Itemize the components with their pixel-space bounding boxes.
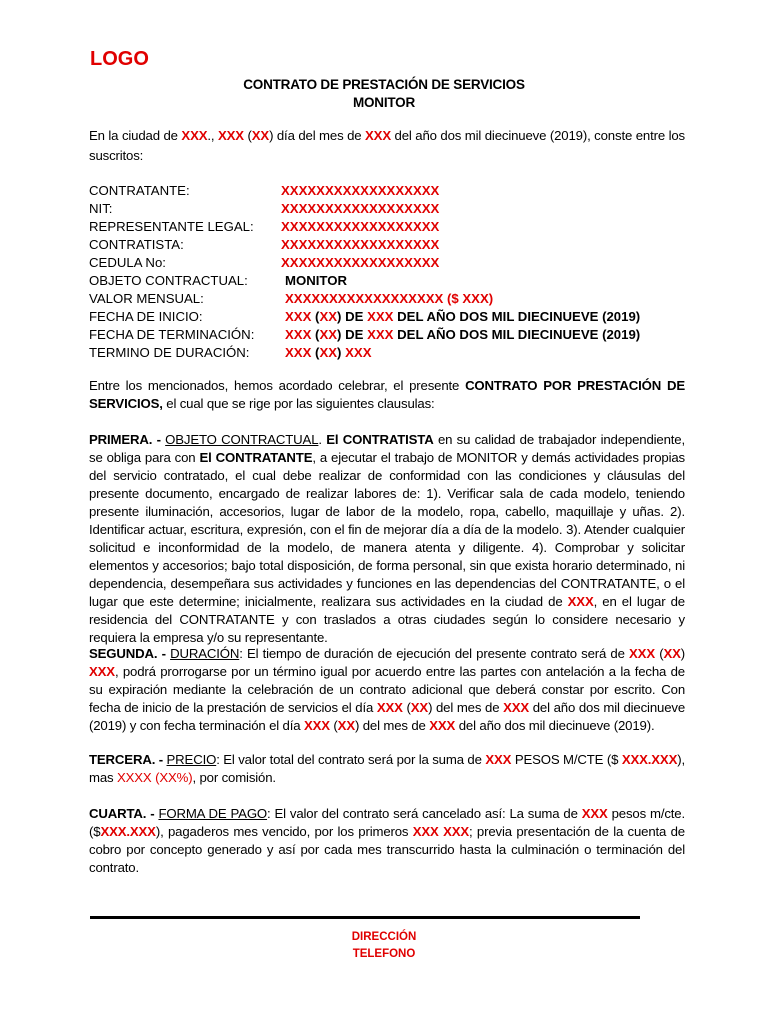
placeholder: XXX [629, 646, 655, 661]
placeholder: XX [337, 718, 355, 733]
party-name: El CONTRATANTE [199, 450, 313, 465]
placeholder-city: XXX [181, 128, 208, 143]
clause-primera [89, 431, 685, 647]
placeholder: XXX [303, 718, 330, 733]
field-text: ( [311, 309, 320, 324]
intro-text: ( [243, 128, 252, 143]
placeholder: XXX [285, 345, 312, 360]
placeholder: XXX.XXX [621, 752, 678, 767]
field-row-duracion [89, 344, 689, 362]
intro-text: ) día del mes de [269, 128, 366, 143]
clause-text: : El tiempo de duración de ejecución del presente contrato será de [239, 646, 630, 661]
clause-text: ( [329, 718, 338, 733]
field-value: XXXXXXXXXXXXXXXXXX [281, 255, 440, 270]
clause-text: , a ejecutar el trabajo de MONITOR y demás actividades propias del servicio contratado, el cual debe realizar de conformidad con las condiciones y cláusulas del presente documento, encargado de realizar labores de: 1). Verificar sala de cada modelo, teniendo presente iluminación, accesorios, lugar de labor de la modelo, ropa, cabello, maquillaje y uñas. 2). Identificar actuar, escritura, expresión, con el fin de mejorar día a día de la modelo. 3). Atender cualquier solicitud e inconformidad de la modelo, de manera atenta y diligente. 4). Comprobar y solicitar elementos y accesorios; bajo total disposición, de forma personal, sin que exista horario determinado, ni dependencia, desempeñara sus actividades y funciones en las dependencias del CONTRATANTE, o el lugar que este determine; inicialmente, realizara sus actividades en la ciudad de [89, 450, 685, 609]
field-value: XXXXXXXXXXXXXXXXXX [281, 237, 440, 252]
placeholder: XXX [581, 806, 608, 821]
field-row-fecha-inicio [89, 308, 689, 326]
clause-subject: OBJETO CONTRACTUAL [165, 432, 319, 447]
field-label: VALOR MENSUAL: [89, 291, 204, 306]
field-text: ) [337, 345, 346, 360]
field-value: XXXXXXXXXXXXXXXXXX [281, 183, 440, 198]
placeholder: XXX [376, 700, 403, 715]
clause-text: ( [654, 646, 664, 661]
field-label: FECHA DE TERMINACIÓN: [89, 327, 255, 342]
placeholder: XXX.XXX [100, 824, 156, 839]
field-label: CONTRATANTE: [89, 183, 190, 198]
placeholder: XXX XXX [412, 824, 470, 839]
clause-text: del año dos mil diecinueve (2019) y con fecha terminación el día [89, 700, 686, 733]
clause-text: PESOS M/CTE ($ [511, 752, 622, 767]
field-text: ( [311, 327, 320, 342]
placeholder-commission: XXXX (XX%) [116, 770, 193, 785]
field-value: XXXXXXXXXXXXXXXXXX [281, 201, 440, 216]
placeholder-day-number: XX [251, 128, 270, 143]
placeholder: XXX [345, 345, 372, 360]
intro-text: En la ciudad de [89, 128, 182, 143]
paragraph-text: Entre los mencionados, hemos acordado celebrar, el presente [89, 378, 466, 393]
field-text: ( [311, 345, 320, 360]
clause-text: : El valor total del contrato será por la suma de [216, 752, 486, 767]
clause-subject: DURACIÓN [170, 646, 240, 661]
clause-text: ( [402, 700, 411, 715]
clause-text: ) del mes de [354, 718, 430, 733]
intro-text: del año dos mil diecinueve (2019), conste entre los suscritos: [89, 128, 685, 163]
clause-text: ), pagaderos mes vencido, por los primeros [155, 824, 413, 839]
field-value: XXXXXXXXXXXXXXXXXX ($ XXX) [285, 291, 494, 306]
field-row-representante [89, 218, 689, 236]
field-text: ) DE [337, 327, 368, 342]
contract-type: CONTRATO POR PRESTACIÓN DE SERVICIOS, [89, 378, 685, 411]
party-name: El CONTRATISTA [326, 432, 434, 447]
field-row-valor [89, 290, 689, 308]
placeholder: XXX [367, 327, 394, 342]
footer-phone: TELEFONO [352, 948, 416, 960]
field-value [285, 326, 640, 344]
field-text: DEL AÑO DOS MIL DIECINUEVE (2019) [393, 327, 641, 342]
parties-agreement-paragraph [89, 377, 685, 413]
clause-heading: SEGUNDA. - [89, 646, 171, 661]
clause-text: ; previa presentación de la cuenta de cobro por concepto generado y así por cada mes transcurrido hasta la culminación o terminación del contrato. [89, 824, 685, 875]
field-text: ) DE [337, 309, 368, 324]
placeholder: XXX [89, 664, 115, 679]
clause-subject: PRECIO [166, 752, 217, 767]
field-label: CONTRATISTA: [89, 237, 184, 252]
field-value: XXXXXXXXXXXXXXXXXX [281, 219, 440, 234]
field-label: CEDULA No: [89, 255, 166, 270]
field-row-contratante [89, 182, 689, 200]
placeholder: XX [663, 646, 681, 661]
placeholder: XX [319, 327, 338, 342]
placeholder: XXX [503, 700, 530, 715]
placeholder: XX [319, 309, 338, 324]
placeholder: XXX [485, 752, 512, 767]
placeholder: XXX [285, 327, 312, 342]
clause-heading: CUARTA. - [89, 806, 159, 821]
clause-tercera [89, 751, 685, 787]
clause-text: , por comisión. [192, 770, 276, 785]
placeholder: XXX [429, 718, 456, 733]
clause-text: : El valor del contrato será cancelado así: La suma de [267, 806, 582, 821]
field-label: OBJETO CONTRACTUAL: [89, 273, 248, 288]
clause-cuarta [89, 805, 685, 877]
field-row-fecha-terminacion [89, 326, 689, 344]
placeholder-month: XXX [365, 128, 391, 143]
clause-text: ) [680, 646, 685, 661]
field-row-contratista [89, 236, 689, 254]
field-row-cedula [89, 254, 689, 272]
clause-text: del año dos mil diecinueve (2019). [455, 718, 655, 733]
clause-text: , podrá prorrogarse por un término igual por acuerdo entre las partes con antelación a la fecha de su expiración mediante la celebración de un contrato adicional que deberá constar por escrito. Con fecha de inicio de la prestación de servicios el día [89, 664, 685, 715]
clause-text: ), mas [89, 752, 685, 785]
clause-heading: PRIMERA. - [89, 432, 166, 447]
clause-text: pesos m/cte. ($ [89, 806, 685, 839]
placeholder: XXX [367, 309, 394, 324]
placeholder-city: XXX [567, 594, 594, 609]
contract-fields [89, 182, 689, 362]
field-value [285, 344, 372, 362]
field-row-nit [89, 200, 689, 218]
clause-segunda [89, 645, 685, 735]
field-label: REPRESENTANTE LEGAL: [89, 219, 254, 234]
field-value [285, 308, 640, 326]
clause-text: en su calidad de trabajador independiente, se obliga para con [89, 432, 685, 465]
clause-text: ) del mes de [428, 700, 504, 715]
footer-divider [90, 916, 640, 919]
field-label: FECHA DE INICIO: [89, 309, 203, 324]
clause-text: , en el lugar de residencia del CONTRATANTE y con traslados a otras ciudades según lo considere necesario y requiera la empresa y/o su representante. [89, 594, 685, 645]
document-subtitle: MONITOR [352, 95, 416, 110]
field-text: DEL AÑO DOS MIL DIECINUEVE (2019) [393, 309, 641, 324]
clause-subject: FORMA DE PAGO [158, 806, 268, 821]
field-label: NIT: [89, 201, 113, 216]
paragraph-text: el cual que se rige por las siguientes clausulas: [162, 396, 435, 411]
intro-text: ., [207, 128, 218, 143]
placeholder-day-word: XXX [217, 128, 244, 143]
placeholder: XX [410, 700, 429, 715]
placeholder: XXX [285, 309, 312, 324]
field-label: TERMINO DE DURACIÓN: [89, 345, 250, 360]
clause-heading: TERCERA. - [89, 752, 167, 767]
intro-paragraph [89, 126, 685, 166]
logo-placeholder: LOGO [90, 48, 149, 70]
placeholder: XX [319, 345, 338, 360]
clause-text: . [318, 432, 327, 447]
field-row-objeto [89, 272, 689, 290]
field-value: MONITOR [285, 273, 348, 288]
document-title: CONTRATO DE PRESTACIÓN DE SERVICIOS [243, 77, 525, 92]
footer-address: DIRECCIÓN [351, 931, 417, 943]
